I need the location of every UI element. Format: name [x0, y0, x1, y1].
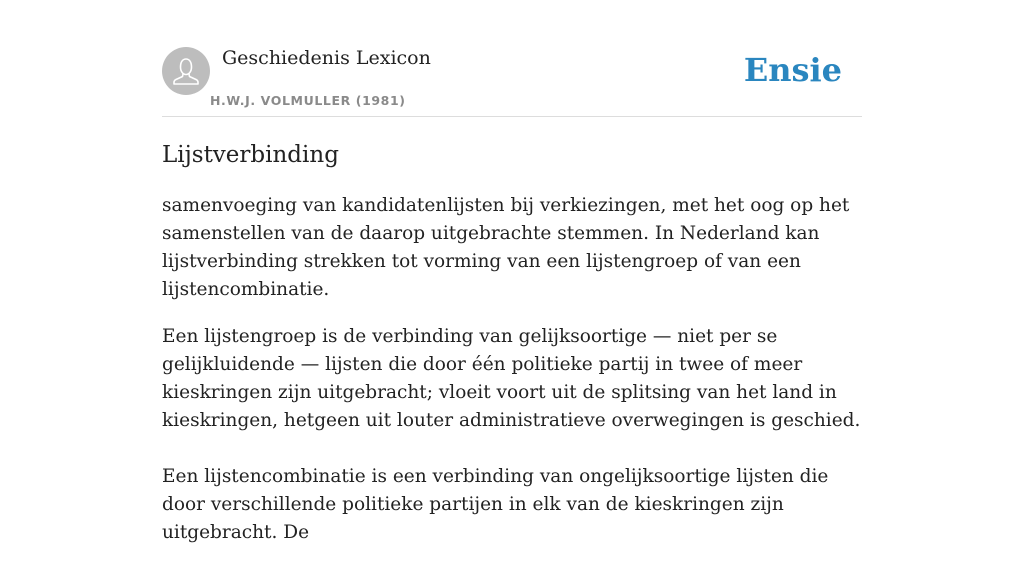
entry-title: Lijstverbinding: [162, 142, 339, 168]
ensie-logo[interactable]: Ensie: [743, 51, 842, 89]
entry-paragraph: Een lijstengroep is de verbinding van gelijksoortige — niet per se gelijkluidende — lijsten die door één politieke partij in twee of meer kieskringen zijn uitgebracht; vloeit voort uit de splitsing van het land in kieskringen, hetgeen uit louter administratieve overwegingen is geschied.: [162, 326, 861, 431]
user-avatar-icon[interactable]: [162, 47, 210, 95]
entry-body: [162, 192, 862, 566]
author-name[interactable]: H.W.J. VOLMULLER (1981): [210, 93, 406, 108]
article-header: [162, 0, 862, 117]
entry-paragraph: Een lijstencombinatie is een verbinding van ongelijksoortige lijsten die door verschillende politieke partijen in elk van de kieskringen zijn uitgebracht. De: [162, 466, 829, 543]
book-title[interactable]: Geschiedenis Lexicon: [222, 47, 431, 69]
entry-paragraph: samenvoeging van kandidatenlijsten bij verkiezingen, met het oog op het samenstellen van de daarop uitgebrachte stemmen. In Nederland kan lijstverbinding strekken tot vorming van een lijstengroep of van een lijstencombinatie.: [162, 195, 850, 300]
article-page: [162, 0, 862, 543]
